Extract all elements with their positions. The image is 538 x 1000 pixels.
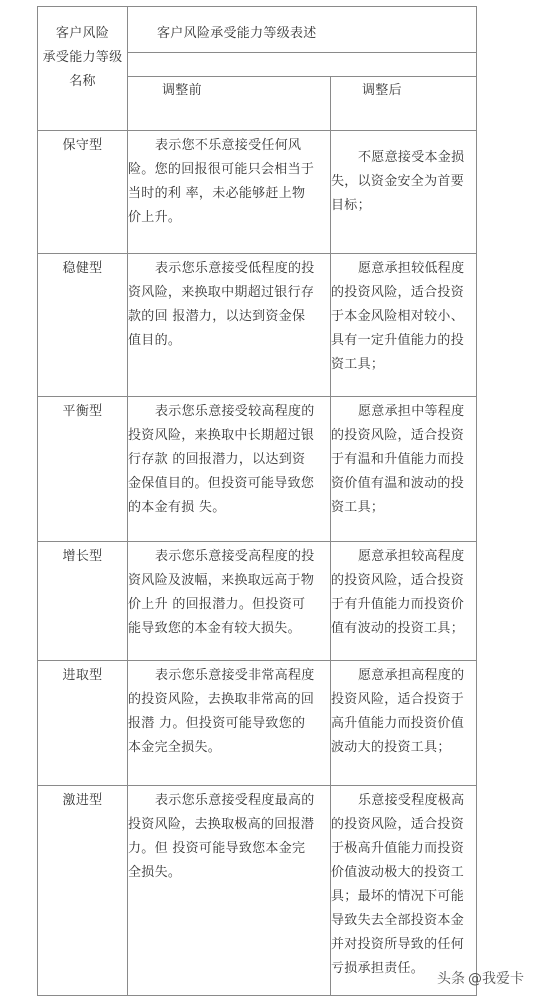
row-2-before-text: 表示您乐意接受低程度的投 资风险，来换取中期超过银行存 款的回 报潜力，以达到资金保 值目的。 xyxy=(128,261,315,348)
row-2-after-text: 愿意承担较低程度 的投资风险，适合投资 于本金风险相对较小、 具有一定升值能力的投 资工具； xyxy=(331,261,465,372)
header-level-name-line: 承受能力等级 xyxy=(42,50,123,65)
table-border-top xyxy=(37,6,476,7)
row-4-level-name: 增长型 xyxy=(62,549,103,564)
header-after: 调整后 xyxy=(362,83,402,98)
row-5-after-text: 愿意承担高程度的 投资风险，适合投资于 高升值能力而投资价值 波动大的投资工具； xyxy=(331,668,465,755)
row-4-before-text: 表示您乐意接受高程度的投 资风险及波幅，来换取远高于物 价上升 的回报潜力。但投资可 能导致您的本金有较大损失。 xyxy=(128,549,315,636)
table-border-bottom xyxy=(37,995,476,996)
row-5-before-text: 表示您乐意接受非常高程度 的投资风险，去换取非常高的回 报潜 力。但投资可能导致您的 本金完全损失。 xyxy=(128,668,315,755)
row-6-before-text: 表示您乐意接受程度最高的 投资风险，去换取极高的回报潜 力。但 投资可能导致您本金完 全损失。 xyxy=(128,793,315,880)
row-1-before-text: 表示您不乐意接受任何风 险。您的回报很可能只会相当于 当时的利 率，未必能够赶上物 价上升。 xyxy=(128,138,315,225)
watermark xyxy=(437,968,524,988)
row-divider-3 xyxy=(37,541,476,542)
watermark-handle: @我爱卡 xyxy=(468,971,524,987)
table-border-right xyxy=(476,6,477,996)
row-divider-1 xyxy=(37,253,476,254)
header-before: 调整前 xyxy=(162,83,202,98)
row-6-after-text: 乐意接受程度极高 的投资风险，适合投资 于极高升值能力而投资 价值波动极大的投资工 具；最坏的情况下可能 导致失去全部投资本金 并对投资所导致的任何 亏损承担责任。 xyxy=(331,793,465,976)
header-description-title: 客户风险承受能力等级表述 xyxy=(157,26,317,41)
header-divider xyxy=(127,52,476,53)
row-1-after-text: 不愿意接受本金损 失，以资金安全为首要 目标； xyxy=(331,150,465,213)
row-divider-4 xyxy=(37,660,476,661)
row-divider-5 xyxy=(37,785,476,786)
row-6-level-name: 激进型 xyxy=(62,793,103,808)
row-2-level-name: 稳健型 xyxy=(62,261,103,276)
row-1-level-name: 保守型 xyxy=(62,138,103,153)
row-3-after-text: 愿意承担中等程度 的投资风险，适合投资 于有温和升值能力而投 资价值有温和波动的投 资工具； xyxy=(331,404,465,515)
row-3-level-name: 平衡型 xyxy=(62,404,103,419)
header-row-bottom xyxy=(37,130,476,131)
row-divider-2 xyxy=(37,396,476,397)
row-5-level-name: 进取型 xyxy=(62,668,103,683)
row-3-before-text: 表示您乐意接受较高程度的 投资风险，来换取中长期超过银 行存款 的回报潜力，以达到资 金保值目的。但投资可能导致您 的本金有损 失。 xyxy=(128,404,315,515)
header-level-name xyxy=(38,22,127,94)
toutiao-logo: 头条 xyxy=(437,971,465,987)
header-bottom-border xyxy=(127,76,476,77)
header-level-name-line: 名称 xyxy=(69,74,96,89)
row-4-after-text: 愿意承担较高程度 的投资风险，适合投资 于有升值能力而投资价 值有波动的投资工具； xyxy=(331,549,465,636)
header-level-name-line: 客户风险 xyxy=(55,26,110,41)
